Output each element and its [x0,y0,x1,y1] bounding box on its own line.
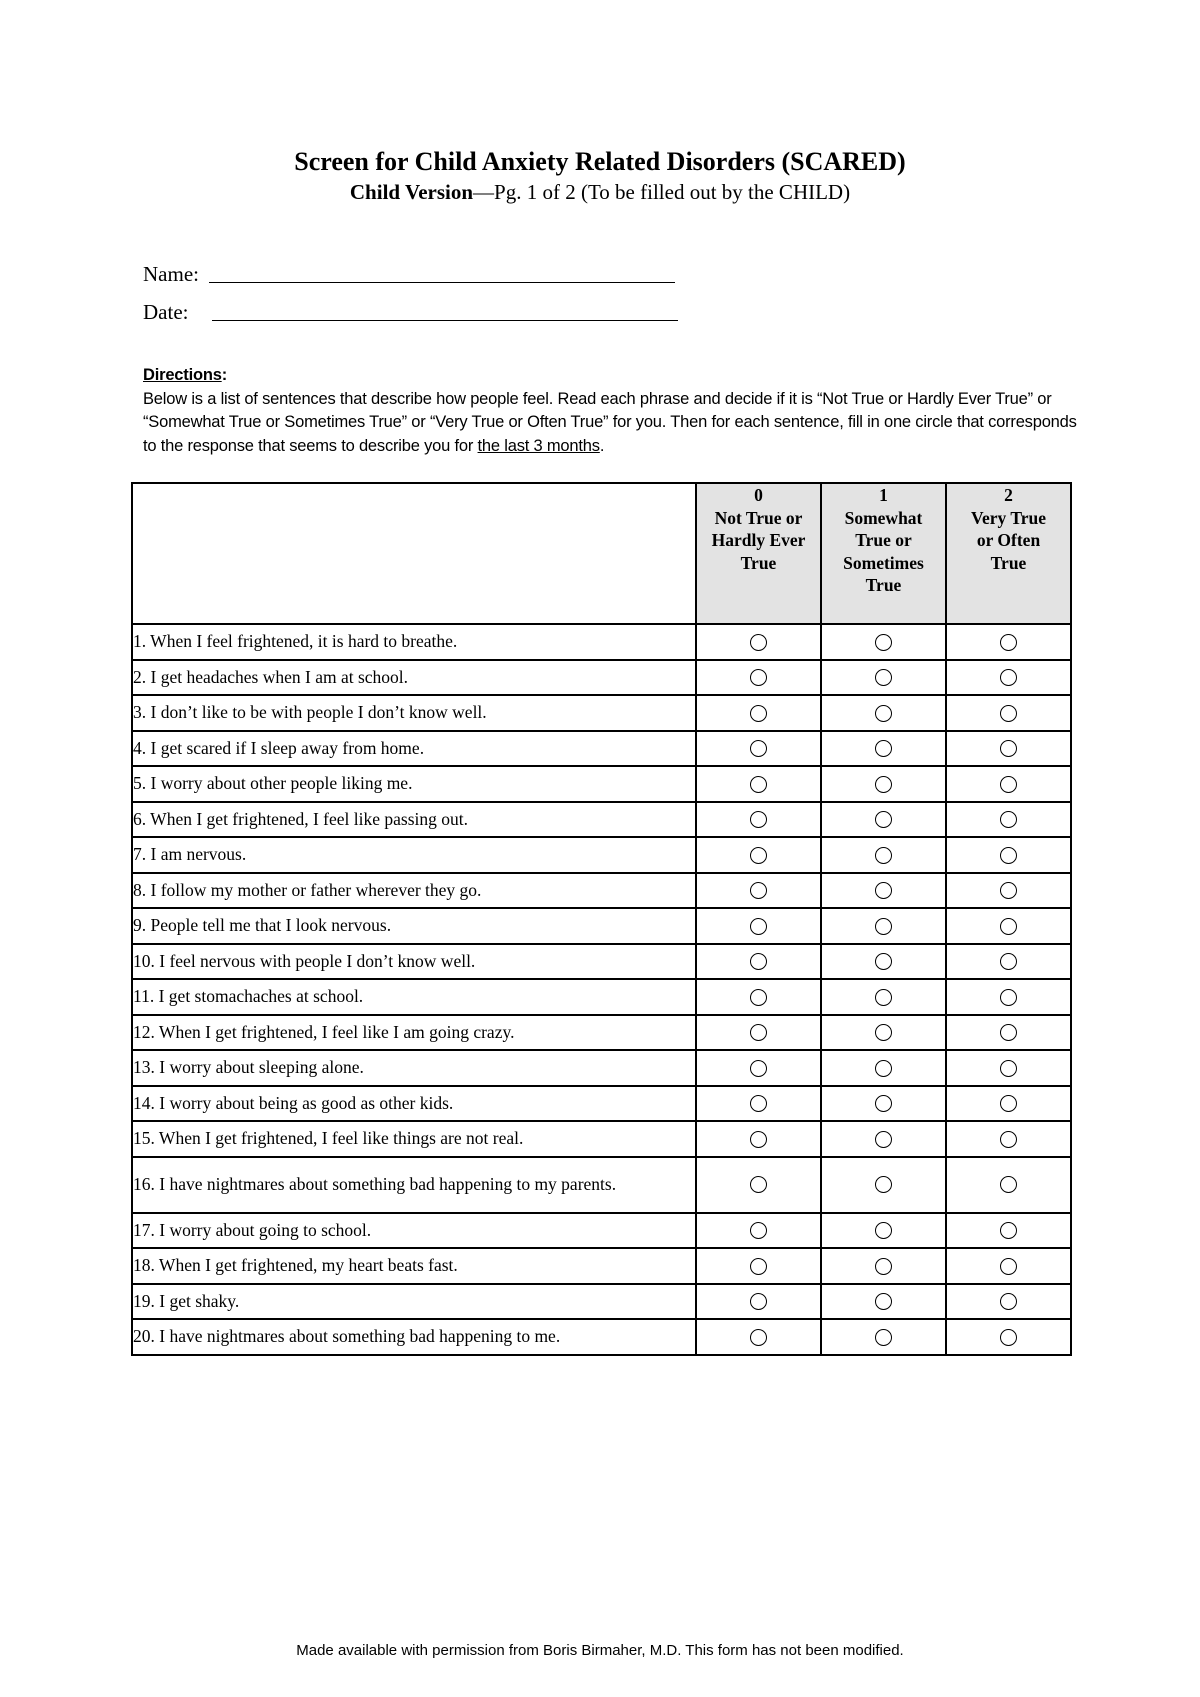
response-circle-1[interactable] [875,1329,892,1346]
response-cell-1 [821,979,946,1015]
date-input-line[interactable] [212,319,678,321]
response-circle-2[interactable] [1000,776,1017,793]
response-circle-0[interactable] [750,1060,767,1077]
table-row [132,837,1071,873]
response-cell-1 [821,1284,946,1320]
response-cell-2 [946,1157,1071,1213]
response-circle-2[interactable] [1000,1329,1017,1346]
question-text: 18. When I get frightened, my heart beats fast. [132,1248,696,1284]
response-circle-1[interactable] [875,1060,892,1077]
table-row [132,731,1071,767]
response-circle-1[interactable] [875,1293,892,1310]
question-text: 7. I am nervous. [132,837,696,873]
response-circle-2[interactable] [1000,811,1017,828]
name-field[interactable] [143,262,675,287]
question-text: 2. I get headaches when I am at school. [132,660,696,696]
response-cell-2 [946,802,1071,838]
option-score: 1 [879,485,888,505]
response-cell-2 [946,624,1071,660]
response-circle-1[interactable] [875,847,892,864]
response-circle-1[interactable] [875,1095,892,1112]
table-row [132,979,1071,1015]
response-circle-2[interactable] [1000,847,1017,864]
response-circle-0[interactable] [750,882,767,899]
response-circle-1[interactable] [875,1222,892,1239]
response-circle-2[interactable] [1000,989,1017,1006]
response-cell-0 [696,624,821,660]
response-circle-0[interactable] [750,847,767,864]
response-circle-0[interactable] [750,1024,767,1041]
response-cell-0 [696,802,821,838]
response-circle-0[interactable] [750,669,767,686]
question-text: 1. When I feel frightened, it is hard to breathe. [132,624,696,660]
response-cell-1 [821,1157,946,1213]
date-field[interactable] [143,300,678,325]
response-circle-1[interactable] [875,740,892,757]
response-circle-2[interactable] [1000,740,1017,757]
table-row [132,1157,1071,1213]
table-row [132,944,1071,980]
response-circle-2[interactable] [1000,669,1017,686]
response-circle-2[interactable] [1000,1176,1017,1193]
response-circle-2[interactable] [1000,1131,1017,1148]
response-cell-2 [946,660,1071,696]
response-circle-2[interactable] [1000,1258,1017,1275]
response-circle-0[interactable] [750,1131,767,1148]
response-circle-0[interactable] [750,705,767,722]
table-row [132,1015,1071,1051]
directions-section [143,364,1083,458]
response-cell-2 [946,1213,1071,1249]
response-cell-2 [946,766,1071,802]
question-text: 20. I have nightmares about something bad happening to me. [132,1319,696,1355]
date-label: Date: [143,300,189,324]
question-text: 13. I worry about sleeping alone. [132,1050,696,1086]
name-label: Name: [143,262,199,286]
response-cell-2 [946,1086,1071,1122]
directions-timeframe: the last 3 months [477,436,600,455]
table-header-row [132,483,1071,624]
response-circle-1[interactable] [875,882,892,899]
response-circle-1[interactable] [875,953,892,970]
directions-heading: Directions: [143,366,227,384]
response-circle-2[interactable] [1000,1060,1017,1077]
table-row [132,660,1071,696]
subtitle-detail: —Pg. 1 of 2 (To be filled out by the CHILD) [473,180,851,204]
subtitle-version: Child Version [349,180,474,204]
header-option-1 [821,483,946,624]
response-circle-0[interactable] [750,1222,767,1239]
response-circle-0[interactable] [750,989,767,1006]
response-cell-2 [946,1121,1071,1157]
response-cell-0 [696,1213,821,1249]
response-cell-0 [696,873,821,909]
response-cell-2 [946,944,1071,980]
response-cell-1 [821,837,946,873]
response-cell-0 [696,731,821,767]
response-circle-0[interactable] [750,634,767,651]
response-circle-0[interactable] [750,1176,767,1193]
response-circle-2[interactable] [1000,1095,1017,1112]
response-circle-1[interactable] [875,989,892,1006]
table-row [132,1248,1071,1284]
page-subtitle [0,180,1200,205]
table-row [132,873,1071,909]
question-text: 12. When I get frightened, I feel like I am going crazy. [132,1015,696,1051]
table-row [132,1213,1071,1249]
response-cell-1 [821,944,946,980]
response-cell-0 [696,944,821,980]
response-cell-1 [821,766,946,802]
response-cell-2 [946,1319,1071,1355]
response-cell-1 [821,660,946,696]
response-cell-1 [821,1015,946,1051]
response-circle-2[interactable] [1000,705,1017,722]
response-cell-1 [821,695,946,731]
response-circle-1[interactable] [875,776,892,793]
response-circle-1[interactable] [875,1131,892,1148]
questionnaire-table [131,482,1072,1356]
table-row [132,908,1071,944]
response-cell-0 [696,1284,821,1320]
option-score: 0 [754,485,763,505]
table-row [132,766,1071,802]
option-label: Not True or Hardly Ever True [711,507,806,573]
response-circle-1[interactable] [875,811,892,828]
question-text: 11. I get stomachaches at school. [132,979,696,1015]
response-cell-2 [946,873,1071,909]
response-circle-1[interactable] [875,918,892,935]
response-circle-0[interactable] [750,918,767,935]
response-cell-1 [821,1121,946,1157]
response-cell-1 [821,624,946,660]
response-circle-0[interactable] [750,1095,767,1112]
response-cell-0 [696,837,821,873]
response-circle-0[interactable] [750,740,767,757]
response-circle-2[interactable] [1000,1024,1017,1041]
questions-body [132,624,1071,1355]
response-circle-2[interactable] [1000,882,1017,899]
header-option-0 [696,483,821,624]
option-label: Very True or Often True [970,507,1047,573]
response-circle-2[interactable] [1000,953,1017,970]
response-cell-1 [821,802,946,838]
response-circle-2[interactable] [1000,918,1017,935]
response-cell-1 [821,908,946,944]
table-row [132,695,1071,731]
option-label: Somewhat True or Sometimes True [843,507,924,595]
response-circle-0[interactable] [750,776,767,793]
table-row [132,1319,1071,1355]
response-cell-2 [946,908,1071,944]
response-circle-0[interactable] [750,811,767,828]
response-circle-2[interactable] [1000,1222,1017,1239]
response-circle-1[interactable] [875,1024,892,1041]
question-text: 17. I worry about going to school. [132,1213,696,1249]
question-text: 3. I don’t like to be with people I don’t know well. [132,695,696,731]
directions-text: Below is a list of sentences that describe how people feel. Read each phrase and decide if it is “Not True or Hardly Ever True” or “Somewhat True or Sometimes True” or “Very True or Often True” for you. Then for each sentence, fill in one circle that corresponds to the response that seems to describe you for the last 3 months. [143,389,1077,455]
response-circle-1[interactable] [875,1176,892,1193]
table-row [132,802,1071,838]
response-cell-0 [696,1050,821,1086]
response-cell-0 [696,1157,821,1213]
response-circle-0[interactable] [750,1329,767,1346]
response-cell-0 [696,1248,821,1284]
question-text: 8. I follow my mother or father wherever they go. [132,873,696,909]
question-text: 19. I get shaky. [132,1284,696,1320]
response-circle-0[interactable] [750,1293,767,1310]
table-row [132,1121,1071,1157]
question-text: 14. I worry about being as good as other kids. [132,1086,696,1122]
response-cell-2 [946,731,1071,767]
response-circle-1[interactable] [875,1258,892,1275]
response-cell-0 [696,695,821,731]
response-cell-0 [696,1086,821,1122]
response-cell-1 [821,1213,946,1249]
response-cell-1 [821,1248,946,1284]
table-row [132,1050,1071,1086]
question-text: 9. People tell me that I look nervous. [132,908,696,944]
response-cell-1 [821,873,946,909]
question-text: 6. When I get frightened, I feel like passing out. [132,802,696,838]
response-cell-0 [696,979,821,1015]
response-cell-0 [696,1121,821,1157]
response-cell-0 [696,1319,821,1355]
response-cell-1 [821,731,946,767]
question-text: 5. I worry about other people liking me. [132,766,696,802]
option-score: 2 [1004,485,1013,505]
header-blank-cell [132,483,696,624]
response-circle-1[interactable] [875,705,892,722]
response-cell-0 [696,660,821,696]
response-cell-1 [821,1086,946,1122]
response-cell-2 [946,695,1071,731]
table-row [132,1284,1071,1320]
response-cell-1 [821,1319,946,1355]
header-option-2 [946,483,1071,624]
response-cell-0 [696,766,821,802]
question-text: 15. When I get frightened, I feel like things are not real. [132,1121,696,1157]
response-cell-2 [946,1015,1071,1051]
name-input-line[interactable] [209,281,675,283]
response-cell-2 [946,1284,1071,1320]
response-cell-0 [696,908,821,944]
response-circle-0[interactable] [750,953,767,970]
question-text: 4. I get scared if I sleep away from home. [132,731,696,767]
response-circle-0[interactable] [750,1258,767,1275]
response-cell-2 [946,837,1071,873]
question-text: 10. I feel nervous with people I don’t know well. [132,944,696,980]
response-circle-1[interactable] [875,634,892,651]
table-row [132,624,1071,660]
footer-note: Made available with permission from Boris Birmaher, M.D. This form has not been modified. [296,1642,904,1659]
table-row [132,1086,1071,1122]
question-text: 16. I have nightmares about something bad happening to my parents. [132,1157,696,1213]
response-circle-2[interactable] [1000,1293,1017,1310]
page-title: Screen for Child Anxiety Related Disorders (SCARED) [294,147,906,176]
response-circle-2[interactable] [1000,634,1017,651]
response-cell-2 [946,979,1071,1015]
response-cell-0 [696,1015,821,1051]
response-cell-2 [946,1050,1071,1086]
response-circle-1[interactable] [875,669,892,686]
response-cell-2 [946,1248,1071,1284]
response-cell-1 [821,1050,946,1086]
